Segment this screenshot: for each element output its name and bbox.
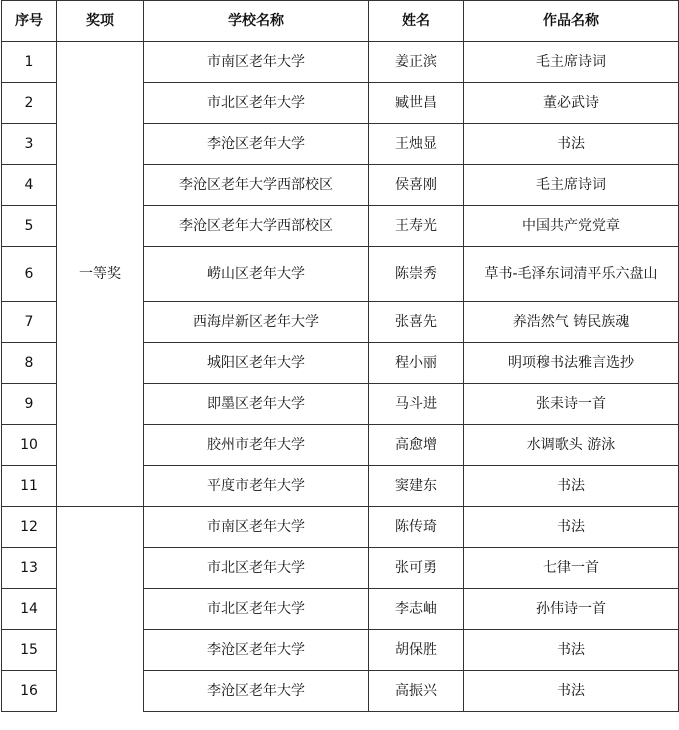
cell-work: 草书-毛泽东词清平乐六盘山: [464, 247, 679, 302]
cell-name: 姜正滨: [369, 42, 464, 83]
cell-award: 一等奖: [57, 42, 144, 507]
cell-no: 6: [2, 247, 57, 302]
cell-school: 李沧区老年大学西部校区: [144, 165, 369, 206]
table-row: [2, 42, 679, 83]
cell-school: 市南区老年大学: [144, 42, 369, 83]
cell-work: 水调歌头 游泳: [464, 425, 679, 466]
cell-school: 城阳区老年大学: [144, 343, 369, 384]
cell-school: 市北区老年大学: [144, 589, 369, 630]
cell-school: 平度市老年大学: [144, 466, 369, 507]
cell-name: 陈崇秀: [369, 247, 464, 302]
cell-name: 高振兴: [369, 671, 464, 712]
cell-no: 13: [2, 548, 57, 589]
cell-work: 书法: [464, 671, 679, 712]
cell-work: 孙伟诗一首: [464, 589, 679, 630]
cell-no: 3: [2, 124, 57, 165]
cell-name: 王烛显: [369, 124, 464, 165]
cell-work: 董必武诗: [464, 83, 679, 124]
cell-work: 七律一首: [464, 548, 679, 589]
cell-no: 16: [2, 671, 57, 712]
cell-work: 书法: [464, 466, 679, 507]
cell-name: 马斗进: [369, 384, 464, 425]
cell-school: 李沧区老年大学西部校区: [144, 206, 369, 247]
header-no: 序号: [2, 1, 57, 42]
cell-no: 12: [2, 507, 57, 548]
cell-name: 张可勇: [369, 548, 464, 589]
header-row: [2, 1, 679, 42]
cell-school: 李沧区老年大学: [144, 124, 369, 165]
table-row: [2, 507, 679, 548]
cell-school: 市北区老年大学: [144, 548, 369, 589]
cell-name: 程小丽: [369, 343, 464, 384]
cell-name: 臧世昌: [369, 83, 464, 124]
cell-no: 10: [2, 425, 57, 466]
cell-name: 高愈增: [369, 425, 464, 466]
cell-school: 李沧区老年大学: [144, 630, 369, 671]
cell-work: 书法: [464, 124, 679, 165]
cell-name: 王寿光: [369, 206, 464, 247]
cell-school: 崂山区老年大学: [144, 247, 369, 302]
cell-no: 7: [2, 302, 57, 343]
cell-no: 15: [2, 630, 57, 671]
cell-school: 即墨区老年大学: [144, 384, 369, 425]
cell-school: 西海岸新区老年大学: [144, 302, 369, 343]
cell-work: 明项穆书法雅言选抄: [464, 343, 679, 384]
cell-no: 4: [2, 165, 57, 206]
cell-work: 张耒诗一首: [464, 384, 679, 425]
cell-no: 9: [2, 384, 57, 425]
cell-name: 张喜先: [369, 302, 464, 343]
cell-work: 毛主席诗词: [464, 42, 679, 83]
cell-no: 2: [2, 83, 57, 124]
cell-name: 侯喜刚: [369, 165, 464, 206]
cell-name: 胡保胜: [369, 630, 464, 671]
cell-no: 8: [2, 343, 57, 384]
cell-work: 中国共产党党章: [464, 206, 679, 247]
cell-work: 毛主席诗词: [464, 165, 679, 206]
cell-name: 陈传琦: [369, 507, 464, 548]
header-name: 姓名: [369, 1, 464, 42]
awards-table: [1, 0, 679, 712]
cell-school: 胶州市老年大学: [144, 425, 369, 466]
cell-work: 书法: [464, 630, 679, 671]
cell-work: 养浩然气 铸民族魂: [464, 302, 679, 343]
cell-no: 5: [2, 206, 57, 247]
header-award: 奖项: [57, 1, 144, 42]
cell-award: [57, 507, 144, 712]
cell-no: 14: [2, 589, 57, 630]
header-school: 学校名称: [144, 1, 369, 42]
cell-school: 市南区老年大学: [144, 507, 369, 548]
header-work: 作品名称: [464, 1, 679, 42]
cell-school: 李沧区老年大学: [144, 671, 369, 712]
cell-school: 市北区老年大学: [144, 83, 369, 124]
cell-name: 李志岫: [369, 589, 464, 630]
cell-name: 窦建东: [369, 466, 464, 507]
cell-work: 书法: [464, 507, 679, 548]
cell-no: 11: [2, 466, 57, 507]
cell-no: 1: [2, 42, 57, 83]
